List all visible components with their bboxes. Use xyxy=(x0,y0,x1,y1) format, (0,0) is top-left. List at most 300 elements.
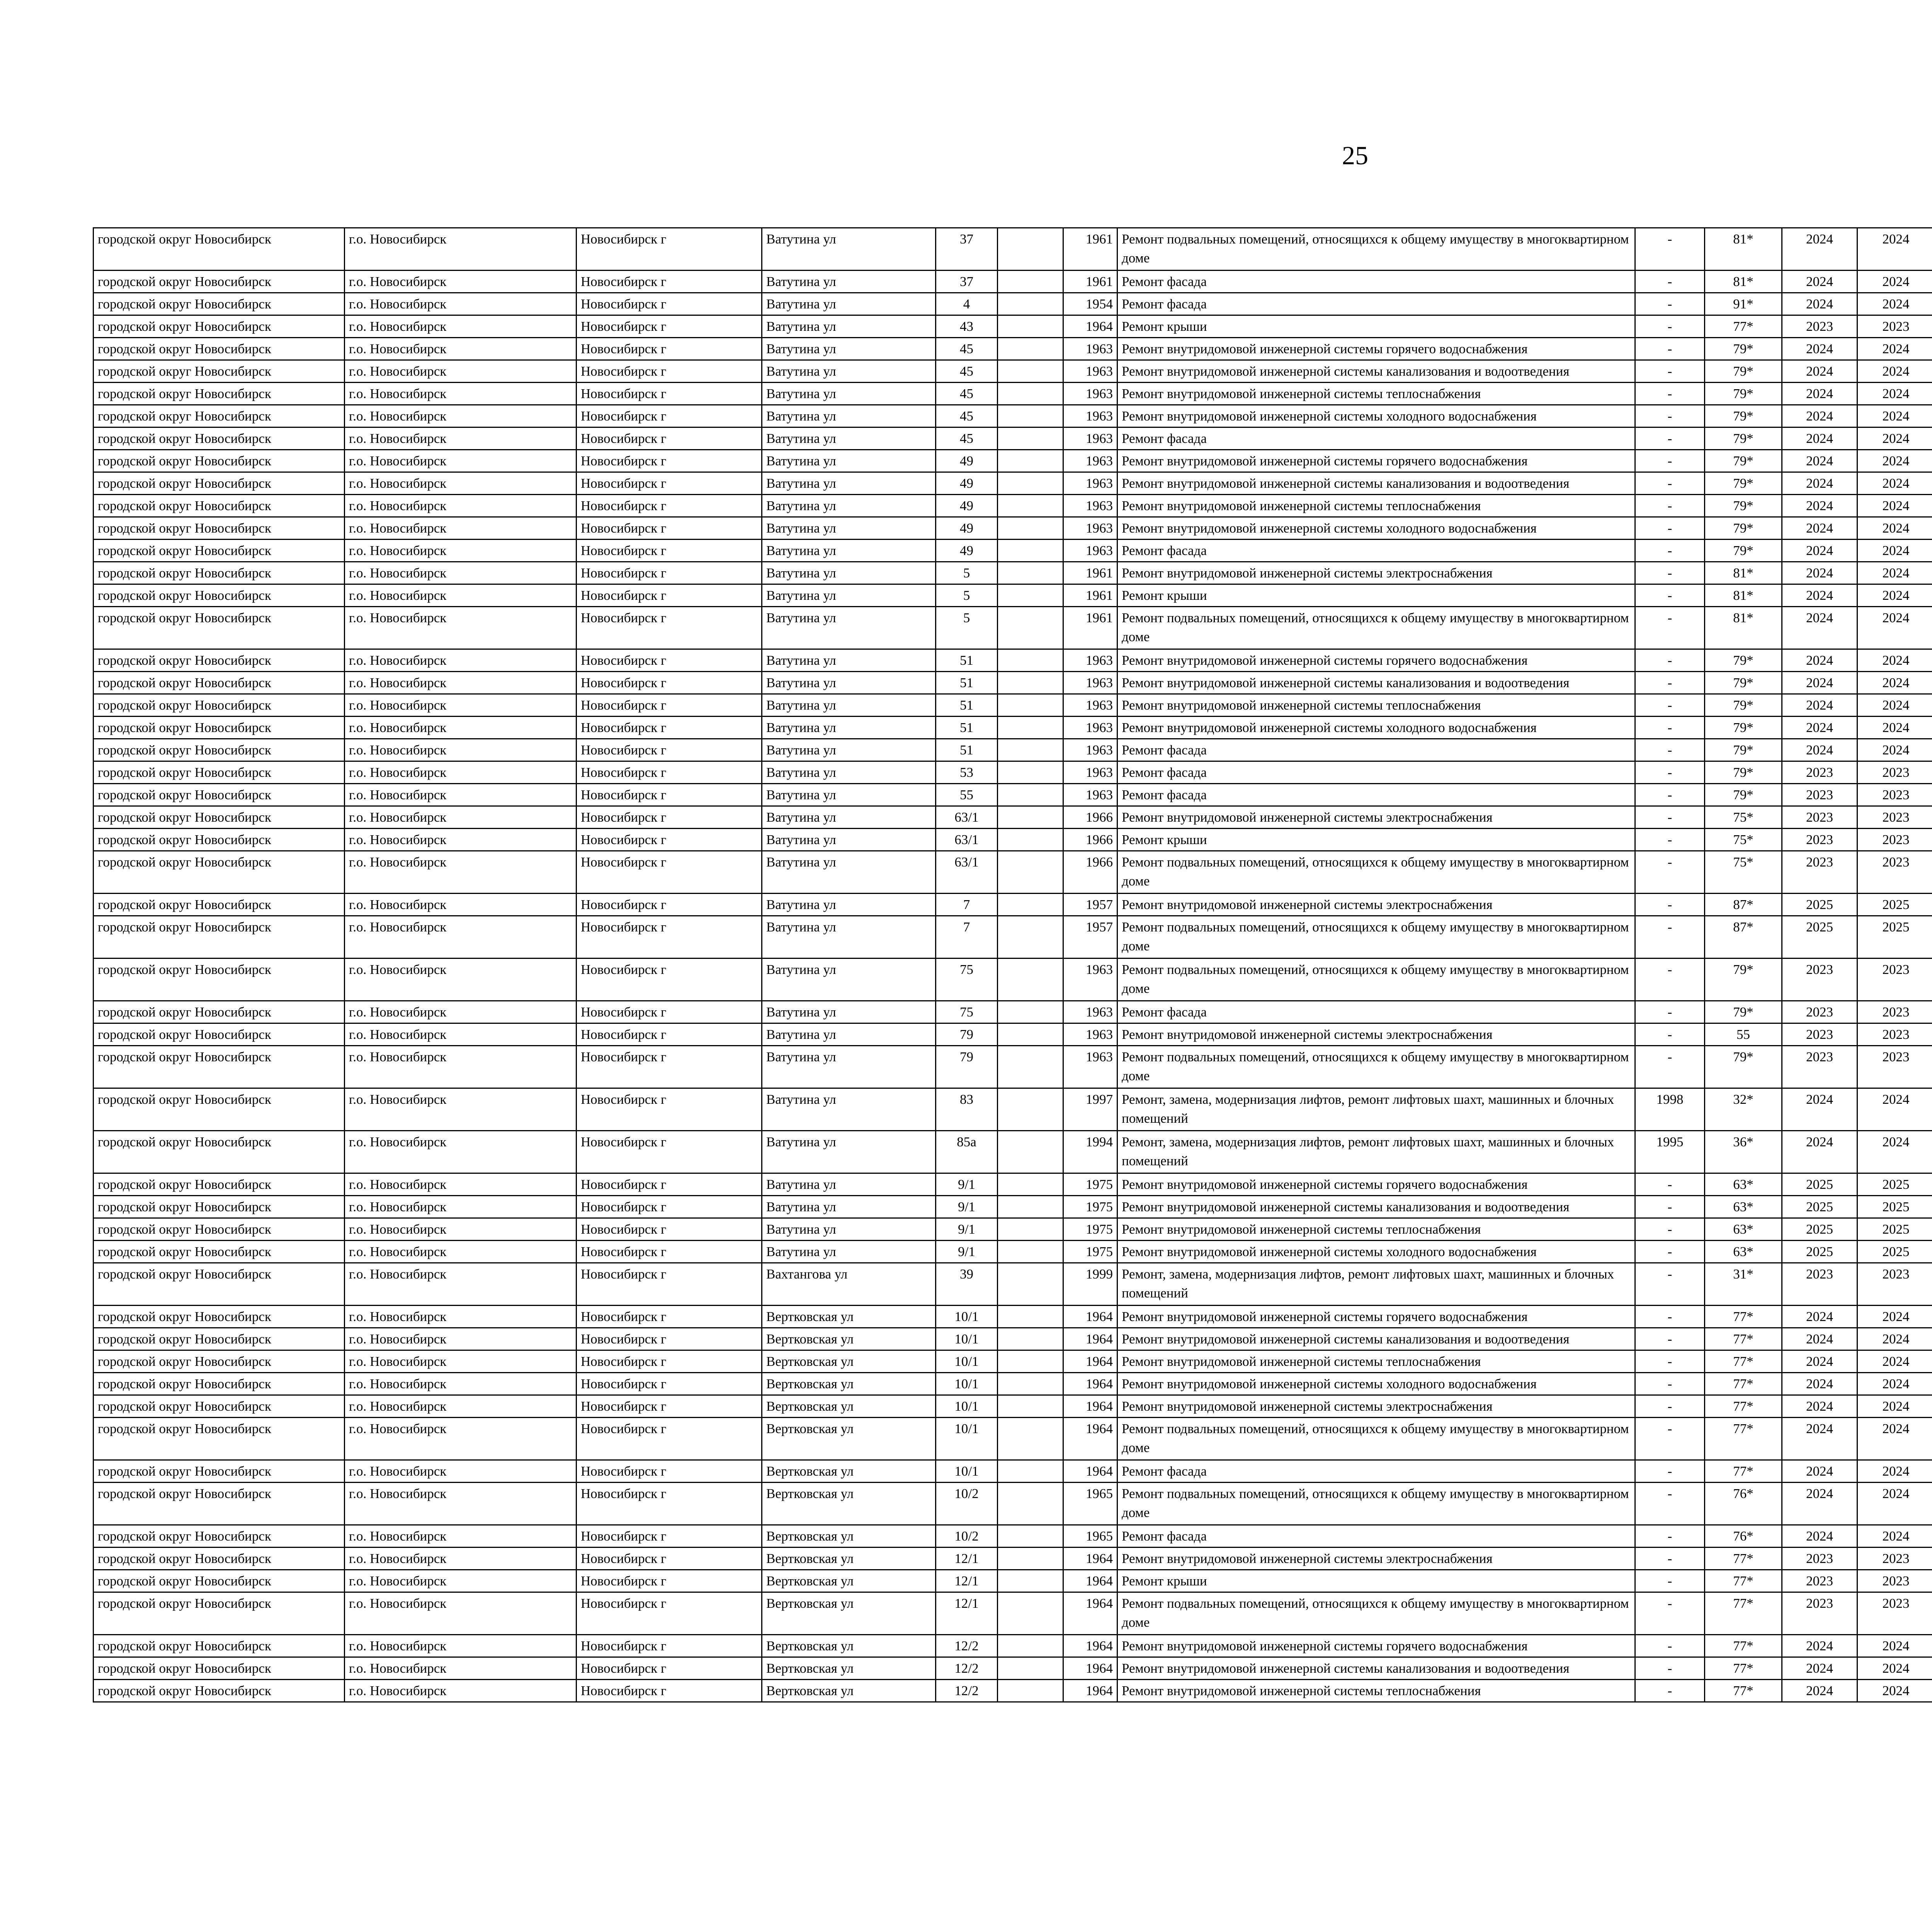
table-row xyxy=(94,672,1932,694)
cell-built-year: 1963 xyxy=(1063,360,1117,383)
cell-building xyxy=(998,1657,1063,1680)
cell-house-number: 12/2 xyxy=(936,1657,998,1680)
cell-plan-year-start: 2023 xyxy=(1782,829,1857,851)
cell-built-year: 1965 xyxy=(1063,1525,1117,1548)
cell-commissioning-year: - xyxy=(1635,1001,1705,1023)
cell-settlement: Новосибирск г xyxy=(577,1088,762,1131)
cell-building xyxy=(998,1173,1063,1196)
cell-district: г.о. Новосибирск xyxy=(345,517,577,540)
cell-built-year: 1963 xyxy=(1063,495,1117,517)
cell-plan-year-end: 2024 xyxy=(1857,607,1932,649)
cell-house-number: 9/1 xyxy=(936,1218,998,1241)
cell-municipality: городской округ Новосибирск xyxy=(94,517,345,540)
cell-municipality: городской округ Новосибирск xyxy=(94,894,345,916)
table-row xyxy=(94,562,1932,584)
cell-plan-year-start: 2025 xyxy=(1782,894,1857,916)
cell-work-type: Ремонт внутридомовой инженерной системы электроснабжения xyxy=(1117,894,1635,916)
cell-settlement: Новосибирск г xyxy=(577,383,762,405)
cell-work-type: Ремонт внутридомовой инженерной системы горячего водоснабжения xyxy=(1117,1173,1635,1196)
cell-settlement: Новосибирск г xyxy=(577,1023,762,1046)
cell-commissioning-year: - xyxy=(1635,1680,1705,1702)
cell-settlement: Новосибирск г xyxy=(577,338,762,360)
cell-work-type: Ремонт, замена, модернизация лифтов, ремонт лифтовых шахт, машинных и блочных помещений xyxy=(1117,1088,1635,1131)
cell-street: Ватутина ул xyxy=(762,784,936,806)
cell-plan-year-start: 2023 xyxy=(1782,1263,1857,1306)
cell-built-year: 1963 xyxy=(1063,338,1117,360)
cell-work-type: Ремонт, замена, модернизация лифтов, ремонт лифтовых шахт, машинных и блочных помещений xyxy=(1117,1263,1635,1306)
cell-wear-percent: 77* xyxy=(1705,1592,1782,1635)
cell-street: Вертковская ул xyxy=(762,1635,936,1657)
cell-wear-percent: 77* xyxy=(1705,315,1782,338)
cell-municipality: городской округ Новосибирск xyxy=(94,228,345,271)
cell-district: г.о. Новосибирск xyxy=(345,1328,577,1350)
cell-plan-year-end: 2024 xyxy=(1857,472,1932,495)
cell-work-type: Ремонт внутридомовой инженерной системы горячего водоснабжения xyxy=(1117,649,1635,672)
cell-house-number: 10/1 xyxy=(936,1328,998,1350)
cell-building xyxy=(998,472,1063,495)
cell-settlement: Новосибирск г xyxy=(577,1196,762,1218)
cell-commissioning-year: - xyxy=(1635,383,1705,405)
cell-house-number: 51 xyxy=(936,672,998,694)
cell-municipality: городской округ Новосибирск xyxy=(94,450,345,472)
cell-building xyxy=(998,672,1063,694)
cell-settlement: Новосибирск г xyxy=(577,739,762,761)
cell-district: г.о. Новосибирск xyxy=(345,1395,577,1418)
cell-district: г.о. Новосибирск xyxy=(345,672,577,694)
cell-work-type: Ремонт внутридомовой инженерной системы горячего водоснабжения xyxy=(1117,338,1635,360)
cell-municipality: городской округ Новосибирск xyxy=(94,1350,345,1373)
cell-settlement: Новосибирск г xyxy=(577,1241,762,1263)
cell-wear-percent: 77* xyxy=(1705,1306,1782,1328)
cell-wear-percent: 79* xyxy=(1705,761,1782,784)
cell-plan-year-end: 2024 xyxy=(1857,1306,1932,1328)
cell-settlement: Новосибирск г xyxy=(577,1570,762,1592)
cell-work-type: Ремонт фасада xyxy=(1117,739,1635,761)
cell-municipality: городской округ Новосибирск xyxy=(94,607,345,649)
cell-building xyxy=(998,271,1063,293)
cell-district: г.о. Новосибирск xyxy=(345,562,577,584)
table-row xyxy=(94,360,1932,383)
cell-district: г.о. Новосибирск xyxy=(345,1350,577,1373)
cell-built-year: 1994 xyxy=(1063,1131,1117,1173)
cell-municipality: городской округ Новосибирск xyxy=(94,739,345,761)
cell-plan-year-end: 2024 xyxy=(1857,717,1932,739)
cell-plan-year-start: 2024 xyxy=(1782,1418,1857,1460)
cell-building xyxy=(998,1483,1063,1525)
cell-built-year: 1963 xyxy=(1063,694,1117,717)
cell-plan-year-end: 2024 xyxy=(1857,1635,1932,1657)
cell-plan-year-end: 2023 xyxy=(1857,315,1932,338)
cell-work-type: Ремонт внутридомовой инженерной системы горячего водоснабжения xyxy=(1117,1306,1635,1328)
cell-commissioning-year: - xyxy=(1635,672,1705,694)
cell-plan-year-end: 2023 xyxy=(1857,851,1932,894)
cell-wear-percent: 91* xyxy=(1705,293,1782,315)
cell-street: Ватутина ул xyxy=(762,315,936,338)
cell-built-year: 1964 xyxy=(1063,1570,1117,1592)
cell-house-number: 63/1 xyxy=(936,851,998,894)
cell-plan-year-start: 2023 xyxy=(1782,806,1857,829)
cell-plan-year-end: 2024 xyxy=(1857,562,1932,584)
cell-street: Вертковская ул xyxy=(762,1548,936,1570)
cell-building xyxy=(998,315,1063,338)
table-row xyxy=(94,916,1932,958)
cell-building xyxy=(998,1548,1063,1570)
cell-work-type: Ремонт внутридомовой инженерной системы канализования и водоотведения xyxy=(1117,672,1635,694)
cell-municipality: городской округ Новосибирск xyxy=(94,271,345,293)
cell-commissioning-year: - xyxy=(1635,851,1705,894)
cell-commissioning-year: - xyxy=(1635,649,1705,672)
cell-work-type: Ремонт крыши xyxy=(1117,829,1635,851)
cell-settlement: Новосибирск г xyxy=(577,1306,762,1328)
cell-plan-year-end: 2024 xyxy=(1857,338,1932,360)
cell-wear-percent: 79* xyxy=(1705,540,1782,562)
cell-municipality: городской округ Новосибирск xyxy=(94,1483,345,1525)
cell-plan-year-start: 2023 xyxy=(1782,1548,1857,1570)
cell-district: г.о. Новосибирск xyxy=(345,761,577,784)
cell-district: г.о. Новосибирск xyxy=(345,1680,577,1702)
cell-building xyxy=(998,894,1063,916)
cell-house-number: 75 xyxy=(936,1001,998,1023)
cell-built-year: 1964 xyxy=(1063,1328,1117,1350)
cell-building xyxy=(998,784,1063,806)
cell-settlement: Новосибирск г xyxy=(577,1635,762,1657)
cell-settlement: Новосибирск г xyxy=(577,1001,762,1023)
cell-building xyxy=(998,1328,1063,1350)
cell-commissioning-year: - xyxy=(1635,739,1705,761)
table-row xyxy=(94,228,1932,271)
cell-building xyxy=(998,916,1063,958)
cell-wear-percent: 32* xyxy=(1705,1088,1782,1131)
cell-plan-year-start: 2024 xyxy=(1782,1525,1857,1548)
cell-built-year: 1963 xyxy=(1063,761,1117,784)
cell-work-type: Ремонт внутридомовой инженерной системы холодного водоснабжения xyxy=(1117,517,1635,540)
cell-wear-percent: 87* xyxy=(1705,916,1782,958)
cell-house-number: 49 xyxy=(936,450,998,472)
cell-work-type: Ремонт подвальных помещений, относящихся к общему имуществу в многоквартирном доме xyxy=(1117,1483,1635,1525)
cell-built-year: 1963 xyxy=(1063,717,1117,739)
cell-municipality: городской округ Новосибирск xyxy=(94,1306,345,1328)
cell-street: Ватутина ул xyxy=(762,383,936,405)
cell-street: Ватутина ул xyxy=(762,540,936,562)
cell-commissioning-year: - xyxy=(1635,1483,1705,1525)
cell-house-number: 7 xyxy=(936,894,998,916)
cell-building xyxy=(998,694,1063,717)
cell-plan-year-start: 2024 xyxy=(1782,338,1857,360)
cell-municipality: городской округ Новосибирск xyxy=(94,1173,345,1196)
table-row xyxy=(94,1196,1932,1218)
cell-plan-year-start: 2024 xyxy=(1782,495,1857,517)
cell-settlement: Новосибирск г xyxy=(577,784,762,806)
cell-building xyxy=(998,228,1063,271)
cell-street: Ватутина ул xyxy=(762,450,936,472)
cell-wear-percent: 63* xyxy=(1705,1196,1782,1218)
cell-built-year: 1964 xyxy=(1063,1657,1117,1680)
cell-municipality: городской округ Новосибирск xyxy=(94,1592,345,1635)
cell-district: г.о. Новосибирск xyxy=(345,315,577,338)
cell-work-type: Ремонт внутридомовой инженерной системы теплоснабжения xyxy=(1117,1680,1635,1702)
cell-building xyxy=(998,540,1063,562)
cell-municipality: городской округ Новосибирск xyxy=(94,1395,345,1418)
cell-built-year: 1963 xyxy=(1063,472,1117,495)
cell-wear-percent: 55 xyxy=(1705,1023,1782,1046)
cell-settlement: Новосибирск г xyxy=(577,1263,762,1306)
cell-settlement: Новосибирск г xyxy=(577,1657,762,1680)
cell-wear-percent: 77* xyxy=(1705,1570,1782,1592)
cell-settlement: Новосибирск г xyxy=(577,1373,762,1395)
cell-house-number: 10/1 xyxy=(936,1395,998,1418)
cell-plan-year-end: 2024 xyxy=(1857,495,1932,517)
cell-commissioning-year: - xyxy=(1635,1173,1705,1196)
table-row xyxy=(94,1592,1932,1635)
table-row xyxy=(94,851,1932,894)
cell-house-number: 37 xyxy=(936,228,998,271)
cell-municipality: городской округ Новосибирск xyxy=(94,495,345,517)
cell-settlement: Новосибирск г xyxy=(577,1483,762,1525)
cell-plan-year-end: 2024 xyxy=(1857,1525,1932,1548)
cell-built-year: 1964 xyxy=(1063,1635,1117,1657)
cell-house-number: 9/1 xyxy=(936,1241,998,1263)
cell-district: г.о. Новосибирск xyxy=(345,806,577,829)
table-row xyxy=(94,1023,1932,1046)
cell-house-number: 45 xyxy=(936,338,998,360)
cell-settlement: Новосибирск г xyxy=(577,293,762,315)
cell-house-number: 49 xyxy=(936,472,998,495)
cell-district: г.о. Новосибирск xyxy=(345,1657,577,1680)
cell-plan-year-start: 2024 xyxy=(1782,1088,1857,1131)
cell-street: Ватутина ул xyxy=(762,607,936,649)
cell-plan-year-end: 2024 xyxy=(1857,672,1932,694)
cell-plan-year-start: 2023 xyxy=(1782,761,1857,784)
cell-street: Ватутина ул xyxy=(762,562,936,584)
cell-municipality: городской округ Новосибирск xyxy=(94,717,345,739)
cell-built-year: 1961 xyxy=(1063,584,1117,607)
cell-building xyxy=(998,1635,1063,1657)
cell-building xyxy=(998,405,1063,427)
cell-house-number: 5 xyxy=(936,607,998,649)
cell-settlement: Новосибирск г xyxy=(577,472,762,495)
cell-building xyxy=(998,1023,1063,1046)
cell-street: Ватутина ул xyxy=(762,271,936,293)
cell-house-number: 51 xyxy=(936,649,998,672)
cell-street: Ватутина ул xyxy=(762,495,936,517)
cell-district: г.о. Новосибирск xyxy=(345,228,577,271)
cell-house-number: 75 xyxy=(936,958,998,1001)
cell-building xyxy=(998,1350,1063,1373)
cell-built-year: 1964 xyxy=(1063,315,1117,338)
cell-street: Вертковская ул xyxy=(762,1680,936,1702)
cell-street: Ватутина ул xyxy=(762,1088,936,1131)
cell-plan-year-start: 2023 xyxy=(1782,958,1857,1001)
cell-house-number: 9/1 xyxy=(936,1196,998,1218)
cell-plan-year-start: 2024 xyxy=(1782,1460,1857,1483)
cell-plan-year-end: 2024 xyxy=(1857,1483,1932,1525)
cell-built-year: 1963 xyxy=(1063,517,1117,540)
cell-plan-year-start: 2024 xyxy=(1782,360,1857,383)
cell-wear-percent: 79* xyxy=(1705,450,1782,472)
cell-built-year: 1961 xyxy=(1063,607,1117,649)
cell-commissioning-year: - xyxy=(1635,806,1705,829)
cell-house-number: 7 xyxy=(936,916,998,958)
cell-settlement: Новосибирск г xyxy=(577,894,762,916)
cell-commissioning-year: - xyxy=(1635,584,1705,607)
cell-street: Ватутина ул xyxy=(762,1023,936,1046)
cell-built-year: 1963 xyxy=(1063,540,1117,562)
cell-commissioning-year: - xyxy=(1635,1196,1705,1218)
table-row xyxy=(94,694,1932,717)
cell-work-type: Ремонт подвальных помещений, относящихся к общему имуществу в многоквартирном доме xyxy=(1117,1046,1635,1088)
cell-plan-year-start: 2025 xyxy=(1782,1218,1857,1241)
table-row xyxy=(94,739,1932,761)
cell-settlement: Новосибирск г xyxy=(577,717,762,739)
cell-commissioning-year: - xyxy=(1635,228,1705,271)
cell-work-type: Ремонт фасада xyxy=(1117,761,1635,784)
cell-municipality: городской округ Новосибирск xyxy=(94,784,345,806)
table-row xyxy=(94,1373,1932,1395)
cell-built-year: 1963 xyxy=(1063,450,1117,472)
cell-municipality: городской округ Новосибирск xyxy=(94,851,345,894)
cell-wear-percent: 79* xyxy=(1705,1046,1782,1088)
cell-municipality: городской округ Новосибирск xyxy=(94,405,345,427)
cell-commissioning-year: - xyxy=(1635,1046,1705,1088)
cell-district: г.о. Новосибирск xyxy=(345,1373,577,1395)
cell-built-year: 1964 xyxy=(1063,1373,1117,1395)
cell-work-type: Ремонт внутридомовой инженерной системы теплоснабжения xyxy=(1117,694,1635,717)
cell-built-year: 1964 xyxy=(1063,1548,1117,1570)
cell-house-number: 43 xyxy=(936,315,998,338)
cell-commissioning-year: - xyxy=(1635,916,1705,958)
cell-work-type: Ремонт внутридомовой инженерной системы теплоснабжения xyxy=(1117,383,1635,405)
cell-commissioning-year: - xyxy=(1635,1548,1705,1570)
cell-wear-percent: 81* xyxy=(1705,228,1782,271)
cell-settlement: Новосибирск г xyxy=(577,1173,762,1196)
cell-district: г.о. Новосибирск xyxy=(345,1218,577,1241)
cell-house-number: 49 xyxy=(936,540,998,562)
cell-district: г.о. Новосибирск xyxy=(345,739,577,761)
cell-built-year: 1966 xyxy=(1063,829,1117,851)
cell-built-year: 1997 xyxy=(1063,1088,1117,1131)
cell-house-number: 45 xyxy=(936,427,998,450)
cell-settlement: Новосибирск г xyxy=(577,360,762,383)
cell-district: г.о. Новосибирск xyxy=(345,427,577,450)
cell-building xyxy=(998,1263,1063,1306)
cell-district: г.о. Новосибирск xyxy=(345,1196,577,1218)
cell-plan-year-start: 2023 xyxy=(1782,1023,1857,1046)
cell-district: г.о. Новосибирск xyxy=(345,694,577,717)
table-row xyxy=(94,1350,1932,1373)
cell-street: Ватутина ул xyxy=(762,717,936,739)
cell-street: Вертковская ул xyxy=(762,1460,936,1483)
cell-commissioning-year: - xyxy=(1635,1263,1705,1306)
cell-district: г.о. Новосибирск xyxy=(345,1241,577,1263)
cell-municipality: городской округ Новосибирск xyxy=(94,562,345,584)
cell-district: г.о. Новосибирск xyxy=(345,1001,577,1023)
cell-building xyxy=(998,1131,1063,1173)
cell-house-number: 10/1 xyxy=(936,1460,998,1483)
cell-work-type: Ремонт внутридомовой инженерной системы теплоснабжения xyxy=(1117,1218,1635,1241)
cell-house-number: 10/1 xyxy=(936,1350,998,1373)
table-row xyxy=(94,450,1932,472)
table-row xyxy=(94,1001,1932,1023)
cell-built-year: 1963 xyxy=(1063,427,1117,450)
cell-municipality: городской округ Новосибирск xyxy=(94,427,345,450)
cell-built-year: 1954 xyxy=(1063,293,1117,315)
cell-municipality: городской округ Новосибирск xyxy=(94,694,345,717)
cell-street: Ватутина ул xyxy=(762,1241,936,1263)
cell-plan-year-start: 2024 xyxy=(1782,427,1857,450)
cell-commissioning-year: 1995 xyxy=(1635,1131,1705,1173)
cell-municipality: городской округ Новосибирск xyxy=(94,1131,345,1173)
cell-work-type: Ремонт подвальных помещений, относящихся к общему имуществу в многоквартирном доме xyxy=(1117,228,1635,271)
cell-building xyxy=(998,293,1063,315)
cell-settlement: Новосибирск г xyxy=(577,1395,762,1418)
cell-building xyxy=(998,1046,1063,1088)
cell-wear-percent: 77* xyxy=(1705,1350,1782,1373)
table-row xyxy=(94,1548,1932,1570)
cell-plan-year-start: 2024 xyxy=(1782,1350,1857,1373)
cell-municipality: городской округ Новосибирск xyxy=(94,540,345,562)
cell-settlement: Новосибирск г xyxy=(577,672,762,694)
cell-street: Вертковская ул xyxy=(762,1306,936,1328)
cell-wear-percent: 81* xyxy=(1705,562,1782,584)
cell-building xyxy=(998,495,1063,517)
cell-plan-year-start: 2024 xyxy=(1782,472,1857,495)
table-row xyxy=(94,806,1932,829)
cell-work-type: Ремонт внутридомовой инженерной системы канализования и водоотведения xyxy=(1117,1657,1635,1680)
cell-wear-percent: 79* xyxy=(1705,784,1782,806)
cell-settlement: Новосибирск г xyxy=(577,916,762,958)
cell-commissioning-year: - xyxy=(1635,293,1705,315)
table-row xyxy=(94,427,1932,450)
table-body xyxy=(94,228,1932,1702)
cell-built-year: 1966 xyxy=(1063,806,1117,829)
cell-settlement: Новосибирск г xyxy=(577,806,762,829)
cell-building xyxy=(998,1218,1063,1241)
cell-municipality: городской округ Новосибирск xyxy=(94,1088,345,1131)
cell-commissioning-year: - xyxy=(1635,1570,1705,1592)
cell-plan-year-start: 2023 xyxy=(1782,315,1857,338)
cell-building xyxy=(998,1001,1063,1023)
cell-house-number: 4 xyxy=(936,293,998,315)
cell-street: Ватутина ул xyxy=(762,851,936,894)
cell-settlement: Новосибирск г xyxy=(577,1131,762,1173)
cell-built-year: 1999 xyxy=(1063,1263,1117,1306)
cell-commissioning-year: - xyxy=(1635,405,1705,427)
cell-work-type: Ремонт внутридомовой инженерной системы канализования и водоотведения xyxy=(1117,1328,1635,1350)
cell-municipality: городской округ Новосибирск xyxy=(94,1328,345,1350)
cell-municipality: городской округ Новосибирск xyxy=(94,293,345,315)
cell-work-type: Ремонт внутридомовой инженерной системы холодного водоснабжения xyxy=(1117,717,1635,739)
cell-building xyxy=(998,450,1063,472)
cell-commissioning-year: - xyxy=(1635,495,1705,517)
cell-building xyxy=(998,607,1063,649)
cell-wear-percent: 75* xyxy=(1705,806,1782,829)
cell-municipality: городской округ Новосибирск xyxy=(94,1460,345,1483)
cell-street: Ватутина ул xyxy=(762,649,936,672)
cell-wear-percent: 79* xyxy=(1705,383,1782,405)
cell-work-type: Ремонт подвальных помещений, относящихся к общему имуществу в многоквартирном доме xyxy=(1117,958,1635,1001)
cell-plan-year-end: 2023 xyxy=(1857,1023,1932,1046)
cell-settlement: Новосибирск г xyxy=(577,540,762,562)
cell-municipality: городской округ Новосибирск xyxy=(94,1196,345,1218)
cell-district: г.о. Новосибирск xyxy=(345,1525,577,1548)
cell-building xyxy=(998,1241,1063,1263)
cell-street: Вахтангова ул xyxy=(762,1263,936,1306)
cell-plan-year-end: 2024 xyxy=(1857,1088,1932,1131)
cell-street: Ватутина ул xyxy=(762,894,936,916)
cell-settlement: Новосибирск г xyxy=(577,761,762,784)
cell-wear-percent: 63* xyxy=(1705,1241,1782,1263)
cell-settlement: Новосибирск г xyxy=(577,1046,762,1088)
